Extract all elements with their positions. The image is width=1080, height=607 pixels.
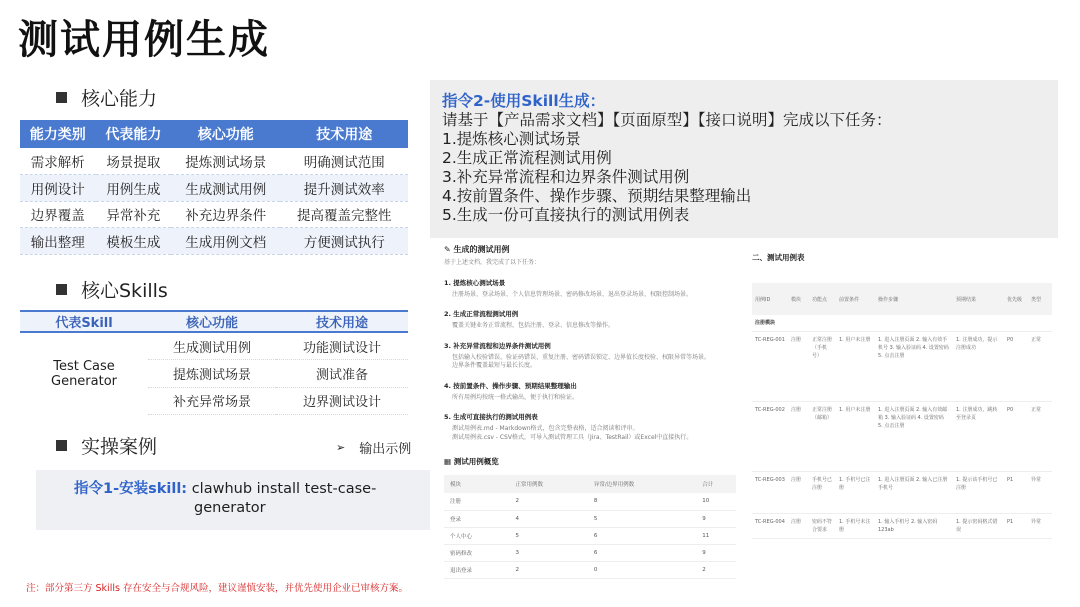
cap-col-header: 能力类别 [20,120,96,148]
table-cell: 注册 [788,472,809,514]
table-cell: 方便测试执行 [280,228,408,255]
table-cell: 10 [696,493,736,510]
bullet-square-icon [56,92,67,103]
doc-section-heading: 4. 按前置条件、操作步骤、预期结果整理输出 [444,381,577,390]
table-cell: 场景提取 [96,148,172,175]
table-cell: 注册 [788,402,809,472]
doc-section-heading: 2. 生成正常流程测试用例 [444,310,519,318]
table-cell: 11 [696,527,736,544]
bullet-square-icon [56,284,67,295]
table-cell: 6 [588,527,696,544]
table-cell: P1 [1004,472,1028,514]
summary-col-header: 模块 [444,475,509,493]
bullet-square-icon [56,440,67,451]
cap-table-header [20,120,408,148]
table-row [752,402,1052,472]
table-row [444,493,736,510]
core-capability-heading [56,84,157,111]
table-cell: 补充边界条件 [171,201,280,228]
doc-title [444,244,744,255]
doc-section-heading: 1. 提炼核心测试场景 [444,278,506,287]
table-cell: 生成测试用例 [171,175,280,202]
doc-section-line: 覆盖关键业务正常流程，包括注册、登录、信息修改等操作。 [452,322,615,329]
table-cell: 1. 用户未注册 [836,402,875,472]
summary-heading-text: 测试用例概览 [453,457,499,466]
page-title: 测试用例生成 [18,17,270,63]
table-cell: 提炼测试场景 [171,148,280,175]
table-row [20,332,408,360]
table-row [752,472,1052,514]
table-cell: 明确测试范围 [280,148,408,175]
instruction2-title: 指令2-使用Skill生成： [442,92,606,110]
doc-section-line: 边界条件覆盖最短与最长长度。 [452,362,537,369]
table-cell: 提炼测试场景 [148,360,276,388]
instruction2-task: 2.生成正常流程测试用例 [442,149,612,167]
table-cell: 9 [696,544,736,561]
table-row [20,148,408,175]
core-skills-heading [56,276,168,303]
instruction2-task: 3.补充异常流程和边界条件测试用例 [442,168,690,186]
instruction1-box [36,470,430,530]
table-cell: P0 [1004,332,1028,402]
table-cell: 生成测试用例 [148,332,276,360]
table-cell: TC-REG-002 [752,402,788,472]
table-cell: 登录 [444,510,509,527]
doc-section-line: 包括输入校验错误、验证码错误、重复注册、密码错误锁定、边界值长度校验、权限异常等场景。 [452,353,711,361]
doc-section-line: 测试用例表.csv - CSV格式，可导入测试管理工具（Jira、TestRail）或Excel中直接执行。 [452,433,693,441]
summary-col-header: 合计 [696,475,736,493]
table-cell: 1. 用户未注册 [836,332,875,402]
arrow-right-icon: ➢ [336,441,346,454]
table-row [444,561,736,578]
cap-col-header: 核心功能 [171,120,280,148]
table-cell: 2 [509,561,587,578]
table-cell: 6 [588,544,696,561]
table-cell: 1. 提示密码格式错误 [953,514,1004,539]
output-document [440,238,1056,603]
table-cell: 用例生成 [96,175,172,202]
table-cell: 异常 [1028,472,1052,514]
table-cell: 异常 [1028,514,1052,539]
table-cell: P0 [1004,402,1028,472]
doc-title-text: 生成的测试用例 [453,245,510,254]
tc-col-header: 模块 [788,283,809,315]
instruction2-panel [430,80,1058,238]
table-row [444,544,736,561]
table-cell: 输出整理 [20,228,96,255]
test-case-table [752,283,1052,539]
summary-col-header: 正常用例数 [509,475,587,493]
table-icon: ▦ [444,457,454,466]
table-cell: 9 [696,510,736,527]
instruction2-task: 4.按前置条件、操作步骤、预期结果整理输出 [442,187,752,205]
core-capability-table [20,120,408,255]
doc-section-line: 测试用例表.md - Markdown格式，包含完整表格，适合阅读和评审。 [452,425,639,432]
table-cell: 注册 [788,514,809,539]
tc-col-header: 功能点 [809,283,836,315]
table-cell: 正常 [1028,402,1052,472]
table-cell: 边界覆盖 [20,201,96,228]
table-row [20,201,408,228]
skills-col-header: 技术用途 [276,311,408,332]
table-cell: 1. 手机号未注册 [836,514,875,539]
output-example-text: 输出示例 [359,442,412,457]
skills-col-header: 代表Skill [20,311,148,332]
table-cell: 用例设计 [20,175,96,202]
doc-left-column [444,244,744,579]
doc-right-column [752,244,1052,539]
skills-table-header [20,311,408,332]
table-cell: 正常注册（手机号） [809,332,836,402]
table-cell: 注册 [788,332,809,402]
summary-heading [444,456,744,467]
table-cell: 测试准备 [276,360,408,388]
tc-col-header: 类型 [1028,283,1052,315]
table-cell: 1. 提示该手机号已注册 [953,472,1004,514]
tc-col-header: 用例ID [752,283,788,315]
table-cell: TC-REG-001 [752,332,788,402]
tc-col-header: 预期结果 [953,283,1004,315]
table-cell: 8 [588,493,696,510]
risk-note: 注：部分第三方 Skills 存在安全与合规风险，建议谨慎安装，并优先使用企业已审核方案。 [26,583,408,594]
table-cell: 退出登录 [444,561,509,578]
table-cell: 5 [509,527,587,544]
core-skills-table [20,310,408,415]
table-row [752,332,1052,402]
table-cell: 1. 进入注册页面 2. 输入有效手机号 3. 输入验证码 4. 设置密码 5. 点击注册 [875,332,953,402]
core-capability-heading-text: 核心能力 [81,88,158,110]
pencil-icon: ✎ [444,245,454,254]
table-row [444,510,736,527]
tc-group-label: 注册模块 [752,315,1052,332]
table-cell: 注册 [444,493,509,510]
summary-col-header: 异常/边界用例数 [588,475,696,493]
tc-col-header: 前置条件 [836,283,875,315]
table-cell: 1. 手机号已注册 [836,472,875,514]
doc-section-heading: 5. 生成可直接执行的测试用例表 [444,413,538,421]
core-skills-heading-text: 核心Skills [81,280,168,302]
table-cell: 功能测试设计 [276,332,408,360]
tc-table-title: 二、测试用例表 [752,253,805,262]
table-cell: 1. 进入注册页面 2. 输入有效邮箱 3. 输入验证码 4. 设置密码 5. 点击注册 [875,402,953,472]
skill-name-cell: Test Case Generator [51,358,118,389]
output-example-label [336,438,411,457]
table-cell: 0 [588,561,696,578]
table-cell: TC-REG-004 [752,514,788,539]
practice-heading [56,432,157,459]
table-cell: 2 [509,493,587,510]
table-row [20,228,408,255]
doc-section-heading: 3. 补充异常流程和边界条件测试用例 [444,341,551,350]
table-cell: 1. 注册成功，提示注册成功 [953,332,1004,402]
table-row [752,514,1052,539]
instruction2-task: 5.生成一份可直接执行的测试用例表 [442,206,690,224]
summary-table [444,475,736,579]
tc-col-header: 优先级 [1004,283,1028,315]
table-cell: 1. 进入注册页面 2. 输入已注册手机号 [875,472,953,514]
table-cell: 正常注册（邮箱） [809,402,836,472]
instruction1-command-cont: generator [194,500,266,516]
table-cell: 生成用例文档 [171,228,280,255]
table-cell: 1. 输入手机号 2. 输入密码 123ab [875,514,953,539]
table-cell: 密码修改 [444,544,509,561]
table-cell: P1 [1004,514,1028,539]
table-cell: 模板生成 [96,228,172,255]
table-cell: TC-REG-003 [752,472,788,514]
table-cell: 提升测试效率 [280,175,408,202]
practice-heading-text: 实操案例 [81,436,158,458]
cap-col-header: 代表能力 [96,120,172,148]
table-cell: 密码不符合要求 [809,514,836,539]
instruction2-task: 1.提炼核心测试场景 [442,130,581,148]
table-cell: 边界测试设计 [276,387,408,415]
instruction1-command: clawhub install test-case- [191,481,377,497]
cap-col-header: 技术用途 [280,120,408,148]
doc-section-line: 注册场景、登录场景、个人信息管理场景、密码修改场景、退出登录场景、权限控制场景。 [452,290,693,298]
instruction2-intro: 请基于【产品需求文档】【页面原型】【接口说明】完成以下任务： [442,111,892,129]
table-cell: 4 [509,510,587,527]
instruction1-label: 指令1-安装skill: [74,481,188,497]
table-cell: 补充异常场景 [148,387,276,415]
table-cell: 需求解析 [20,148,96,175]
table-cell: 异常补充 [96,201,172,228]
table-cell: 手机号已注册 [809,472,836,514]
table-cell: 2 [696,561,736,578]
tc-col-header: 操作步骤 [875,283,953,315]
skills-col-header: 核心功能 [148,311,276,332]
table-cell: 1. 注册成功，跳转至登录页 [953,402,1004,472]
table-cell: 5 [588,510,696,527]
table-cell: 正常 [1028,332,1052,402]
table-cell: 3 [509,544,587,561]
table-cell: 个人中心 [444,527,509,544]
table-row [20,175,408,202]
table-cell: 提高覆盖完整性 [280,201,408,228]
table-row [444,527,736,544]
doc-section-line: 所有用例均按统一格式输出，便于执行和验证。 [452,393,579,401]
doc-subtitle: 基于上述文档，我完成了以下任务： [444,259,541,266]
